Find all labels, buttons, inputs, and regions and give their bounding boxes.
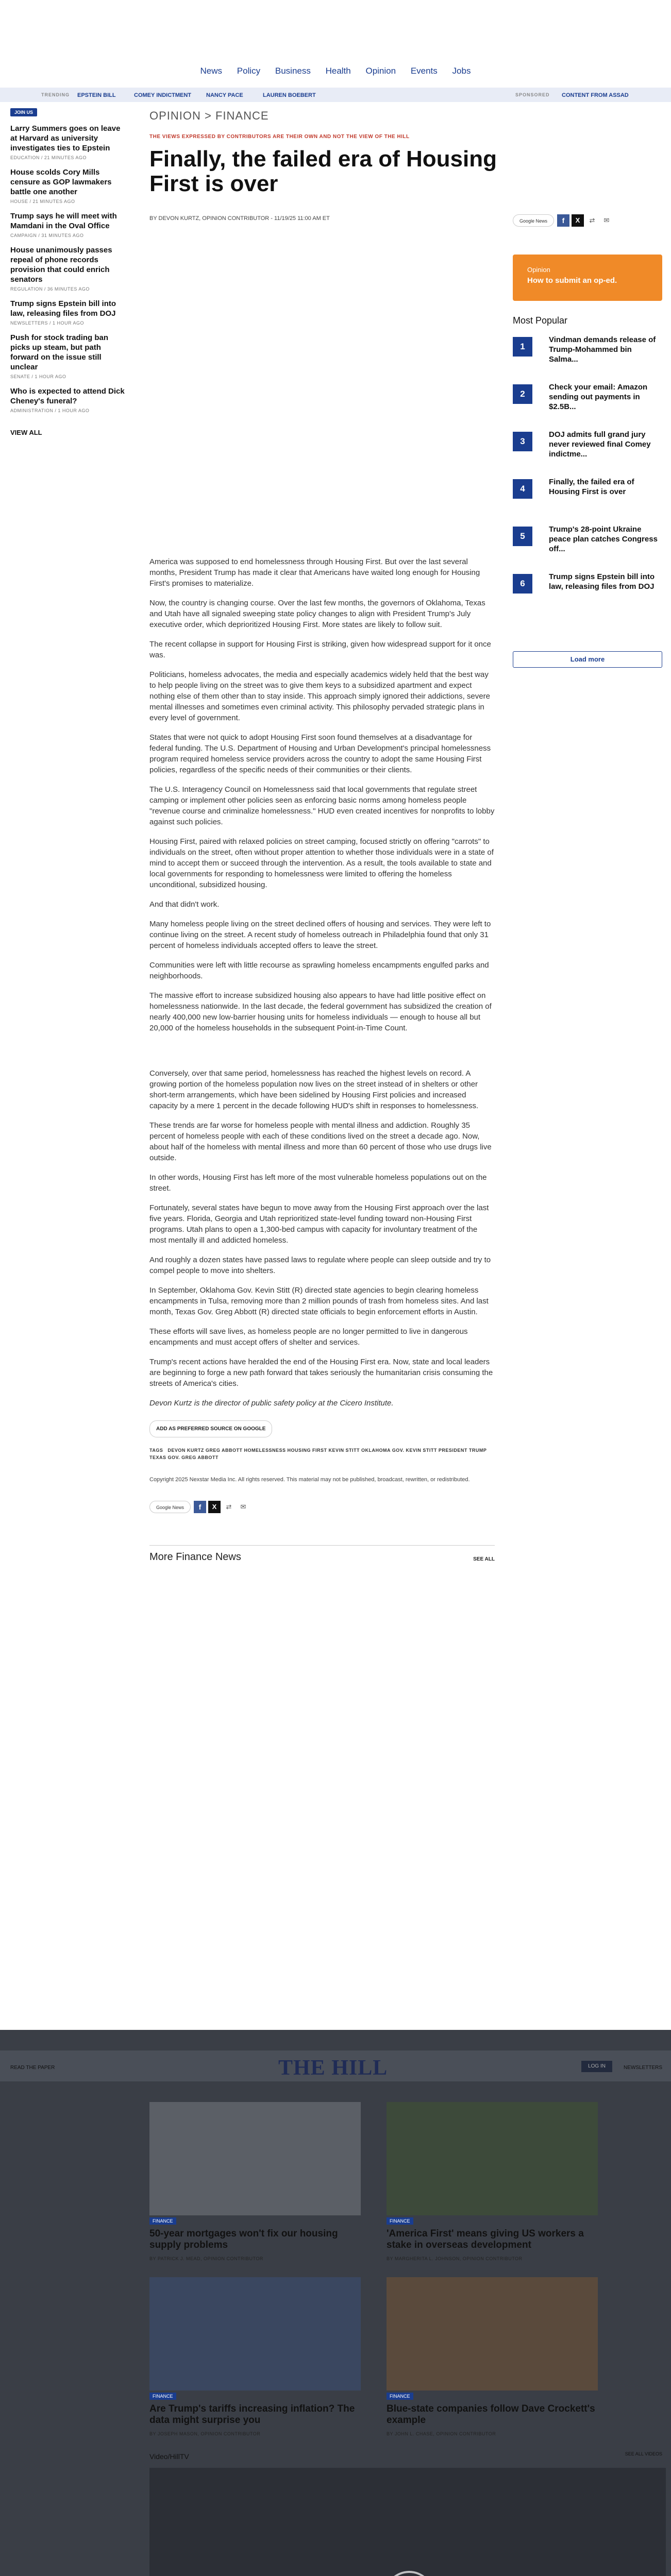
list-item[interactable] — [513, 477, 662, 524]
x-icon[interactable]: X — [208, 1501, 221, 1513]
list-item-meta: ADMINISTRATION / 1 HOUR AGO — [10, 408, 90, 413]
sponsored-label: SPONSORED — [515, 92, 550, 97]
trending-bar — [0, 88, 671, 102]
rank-badge: 6 — [513, 574, 532, 594]
card-meta: BY MARGHERITA L. JOHNSON, OPINION CONTRIBUTOR — [387, 2256, 523, 2261]
list-item-meta: NEWSLETTERS / 1 HOUR AGO — [10, 320, 85, 326]
facebook-icon[interactable]: f — [194, 1501, 206, 1513]
opinion-disclaimer: THE VIEWS EXPRESSED BY CONTRIBUTORS ARE THEIR OWN AND NOT THE VIEW OF THE HILL — [149, 134, 410, 140]
card-title[interactable]: 'America First' means giving US workers a stake in overseas development — [387, 2228, 584, 2250]
top-nav — [0, 0, 671, 82]
nav-policy[interactable]: Policy — [237, 66, 261, 76]
join-button[interactable]: JOIN US — [10, 108, 37, 116]
paragraph: Trump's recent actions have heralded the end of the Housing First era. Now, state and local leaders are beginning to forge a new path forward that takes seriously the humanitarian crisis consuming the streets of America's cities. — [149, 1358, 493, 1388]
list-item-title[interactable]: Finally, the failed era of Housing First is over — [549, 478, 634, 496]
email-icon[interactable]: ✉ — [240, 1503, 246, 1511]
google-news-button[interactable]: Google News — [513, 214, 554, 227]
paragraph: The U.S. Interagency Council on Homelessness said that local governments that regulate street camping or implement other policies seen as enforcing basic norms among homeless people "revenue course and criminalize homelessness." HUD even created incentives for nonprofits to lobby against such policies. — [149, 785, 495, 826]
facebook-icon[interactable]: f — [557, 214, 569, 227]
submit-oped-promo[interactable] — [513, 255, 662, 301]
nav-opinion[interactable]: Opinion — [365, 66, 396, 76]
paragraph: The recent collapse in support for Housing First is striking, given how widespread support for it once was. — [149, 640, 491, 659]
card-meta: BY PATRICK J. MEAD, OPINION CONTRIBUTOR — [149, 2256, 263, 2261]
login-button[interactable]: LOG IN — [581, 2061, 612, 2072]
card-image[interactable] — [387, 2102, 598, 2215]
paragraph: Politicians, homeless advocates, the media and especially academics widely held that the best way to help people living on the street was to give them keys to a subsidized apartment and expect nothing else of them other than to stay inside. This approach simply ignored their addictions, severe mental illnesses and sometimes even criminal activity. This philosophy pervaded strategic plans in every level of government. — [149, 670, 490, 722]
video-section-label[interactable]: Video/HillTV — [149, 2452, 189, 2461]
list-item-title[interactable]: Trump signs Epstein bill into law, releasing files from DOJ — [10, 299, 116, 318]
view-all-link[interactable]: VIEW ALL — [10, 429, 42, 436]
read-paper-link[interactable]: READ THE PAPER — [10, 2065, 55, 2071]
page-title: Finally, the failed era of Housing First is over — [149, 146, 497, 196]
list-item[interactable] — [10, 167, 129, 204]
ad-spacer — [149, 1042, 495, 1068]
list-item-title[interactable]: House scolds Cory Mills censure as GOP lawmakers battle one another — [10, 168, 112, 196]
paragraph: These efforts will save lives, as homeless people are no longer permitted to live in dangerous encampments and must accept offers of shelter and services. — [149, 1327, 468, 1347]
copyright: Copyright 2025 Nexstar Media Inc. All rights reserved. This material may not be published, broadcast, rewritten, or redistributed. — [149, 1477, 470, 1483]
share-link-icon[interactable]: ⇄ — [226, 1503, 232, 1511]
list-item-meta: SENATE / 1 HOUR AGO — [10, 374, 66, 379]
site-logo[interactable]: THE HILL — [278, 2056, 388, 2080]
card-meta: BY JOHN L. CHASE, OPINION CONTRIBUTOR — [387, 2431, 496, 2436]
paragraph: Fortunately, several states have begun to move away from the Housing First approach over the last five years. Florida, Georgia and Utah reprioritized state-level funding toward non-Housing First programs. Utah plans to open a 1,300-bed campus with capacity for involuntary treatment of the most mentally ill and addicted homeless. — [149, 1204, 489, 1245]
sponsored-item[interactable]: CONTENT FROM ASSAD — [562, 92, 629, 98]
paragraph: Communities were left with little recourse as sprawling homeless encampments engulfed parks and neighborhoods. — [149, 961, 489, 980]
list-item[interactable] — [513, 430, 662, 477]
paragraph: Now, the country is changing course. Over the last few months, the governors of Oklahoma, Texas and Utah have all signaled sweeping state policy changes to align with President Trump's July executive order, which deprioritized Housing First. More states are likely to follow suit. — [149, 599, 485, 629]
news-card[interactable] — [387, 2277, 598, 2436]
list-item-title[interactable]: Trump says he will meet with Mamdani in the Oval Office — [10, 212, 117, 230]
paragraph: Housing First, paired with relaxed policies on street camping, focused strictly on offering "carrots" to individuals on the street, often without proper attention to whether those individuals were in a state of mind to accept them or succeed through the intervention. As a result, the tools available to state and local governments for responding to homelessness were limited to offering the homeless unconditional, subsidized housing. — [149, 837, 494, 889]
list-item-meta: EDUCATION / 21 MINUTES AGO — [10, 155, 87, 160]
nav-jobs[interactable]: Jobs — [452, 66, 471, 76]
paragraph: The massive effort to increase subsidized housing also appears to have had little positive effect on homelessness nationwide. In the last decade, the federal government has subsidized the creation of nearly 400,000 new low-barrier housing units for homeless individuals — enough to house all but 20,000 of the homeless households in the subsequent Point-in-Time Count. — [149, 991, 492, 1032]
card-image[interactable] — [387, 2277, 598, 2391]
list-item-meta: REGULATION / 36 MINUTES AGO — [10, 286, 90, 292]
author-note: Devon Kurtz is the director of public safety policy at the Cicero Institute. — [149, 1399, 394, 1408]
nav-events[interactable]: Events — [410, 66, 438, 76]
share-link-icon[interactable]: ⇄ — [589, 216, 595, 224]
load-more-button[interactable]: Load more — [513, 651, 662, 668]
promo-text[interactable]: How to submit an op-ed. — [527, 276, 617, 285]
rank-badge: 2 — [513, 384, 532, 404]
promo-label: Opinion — [527, 266, 550, 274]
see-all-link[interactable]: SEE ALL — [473, 1556, 495, 1562]
trending-item[interactable]: LAUREN BOEBERT — [263, 92, 316, 98]
list-item[interactable] — [513, 524, 662, 572]
paragraph: These trends are far worse for homeless people with mental illness and addiction. Roughly 35 percent of homeless people with each of these conditions lived on the street a decade ago. Now, about half of the homeless with mental illness and more than 60 percent of those who use drugs live outside. — [149, 1121, 492, 1162]
trending-item[interactable]: EPSTEIN BILL — [77, 92, 116, 98]
paragraph: America was supposed to end homelessness through Housing First. But over the last several months, President Trump has made it clear that Americans have waited long enough for Housing First's promises to materialize. — [149, 557, 480, 588]
card-image[interactable] — [149, 2277, 361, 2391]
news-card[interactable] — [387, 2102, 598, 2261]
trending-item[interactable]: NANCY PACE — [206, 92, 243, 98]
card-title[interactable]: Blue-state companies follow Dave Crockett's example — [387, 2403, 595, 2426]
list-item[interactable] — [10, 211, 129, 238]
rank-badge: 3 — [513, 432, 532, 451]
list-item[interactable] — [513, 335, 662, 382]
tags — [149, 1447, 495, 1461]
play-icon[interactable] — [384, 2571, 434, 2576]
list-item-title[interactable]: House unanimously passes repeal of phone records provision that could enrich senators — [10, 246, 112, 284]
paragraph: Conversely, over that same period, homelessness has reached the highest levels on record. A growing portion of the homeless population now lives on the street instead of in shelters or other short-term arrangements, which have been sidelined by Housing First policies and increased capacity by a mere 1 percent in the decade following HUD's shift in responses to homelessness. — [149, 1069, 479, 1110]
share-bar — [149, 1501, 495, 1514]
list-item-title[interactable]: Trump's 28-point Ukraine peace plan catches Congress off... — [549, 525, 658, 553]
rank-badge: 1 — [513, 337, 532, 357]
rank-badge: 4 — [513, 479, 532, 499]
paragraph: In September, Oklahoma Gov. Kevin Stitt (R) directed state agencies to begin clearing homeless encampments in Tulsa, removing more than 2 million pounds of trash from homeless sites. And last month, Texas Gov. Greg Abbott (R) directed state officials to begin enforcement efforts in Austin. — [149, 1286, 489, 1316]
google-news-button[interactable]: Google News — [149, 1501, 191, 1513]
trending-label: TRENDING — [41, 92, 70, 97]
list-item-title[interactable]: Who is expected to attend Dick Cheney's funeral? — [10, 387, 125, 405]
nav-news[interactable]: News — [200, 66, 223, 76]
tags-label: TAGS — [149, 1448, 163, 1453]
list-item[interactable] — [10, 299, 129, 326]
preferred-source-button[interactable]: ADD AS PREFERRED SOURCE ON GOOGLE — [149, 1420, 272, 1437]
list-item-title[interactable]: Larry Summers goes on leave at Harvard as university investigates ties to Epstein — [10, 124, 121, 152]
paragraph: In other words, Housing First has left more of the most vulnerable homeless populations out on the street. — [149, 1173, 487, 1193]
byline: BY DEVON KURTZ, OPINION CONTRIBUTOR - 11/19/25 11:00 AM ET — [149, 215, 330, 222]
list-item-title[interactable]: Check your email: Amazon sending out payments in $2.5B... — [549, 383, 648, 411]
breadcrumb[interactable]: OPINION > FINANCE — [149, 109, 269, 122]
list-item[interactable] — [10, 245, 129, 292]
rank-badge: 5 — [513, 527, 532, 546]
list-item[interactable] — [10, 386, 129, 413]
card-meta: BY JOSEPH MASON, OPINION CONTRIBUTOR — [149, 2431, 261, 2436]
video-player[interactable] — [149, 2468, 666, 2576]
most-popular-heading: Most Popular — [513, 315, 568, 326]
news-card[interactable] — [149, 2277, 361, 2436]
list-item[interactable] — [513, 382, 662, 430]
latest-news-sidebar — [10, 107, 129, 436]
nav-health[interactable]: Health — [325, 66, 351, 76]
list-item-title[interactable]: Push for stock trading ban picks up steam, but path forward on the issue still unclear — [10, 333, 109, 371]
news-card[interactable] — [149, 2102, 361, 2261]
card-tag: FINANCE — [149, 2217, 176, 2225]
card-title[interactable]: Are Trump's tariffs increasing inflation? The data might surprise you — [149, 2403, 355, 2426]
paragraph: And roughly a dozen states have passed laws to regulate where people can sleep outside and try to compel people to move into shelters. — [149, 1256, 491, 1275]
paragraph: And that didn't work. — [149, 900, 220, 909]
main-nav — [0, 66, 671, 76]
share-bar — [513, 214, 667, 228]
trending-item[interactable]: COMEY INDICTMENT — [134, 92, 192, 98]
article-body — [149, 556, 495, 1563]
list-item[interactable] — [10, 333, 129, 379]
paragraph: Many homeless people living on the street declined offers of housing and services. They were left to continue living on the street. A recent study of homeless outreach in Philadelphia found that only 31 percent of homeless individuals accepted offers to leave the street. — [149, 920, 491, 950]
section-title: More Finance News — [149, 1551, 241, 1563]
list-item-title[interactable]: Trump signs Epstein bill into law, releasing files from DOJ — [549, 572, 655, 591]
list-item-title[interactable]: Vindman demands release of Trump-Mohammed bin Salma... — [549, 335, 656, 364]
x-icon[interactable]: X — [572, 214, 584, 227]
list-item-meta: CAMPAIGN / 31 MINUTES AGO — [10, 233, 84, 238]
email-icon[interactable]: ✉ — [603, 216, 610, 224]
most-popular-list — [513, 335, 662, 619]
card-tag: FINANCE — [387, 2393, 413, 2400]
see-all-videos-link[interactable]: SEE ALL VIDEOS — [625, 2451, 662, 2456]
card-image[interactable] — [149, 2102, 361, 2215]
list-item-title[interactable]: DOJ admits full grand jury never reviewed final Comey indictme... — [549, 430, 651, 459]
paragraph: States that were not quick to adopt Housing First soon found themselves at a disadvantage for federal funding. The U.S. Department of Housing and Urban Development's principal homelessness program required homeless service providers across the country to adopt the same Housing First policies, regardless of the specific needs of their communities or their clients. — [149, 733, 491, 774]
card-tag: FINANCE — [149, 2393, 176, 2400]
list-item-meta: HOUSE / 21 MINUTES AGO — [10, 199, 75, 204]
card-tag: FINANCE — [387, 2217, 413, 2225]
card-title[interactable]: 50-year mortgages won't fix our housing supply problems — [149, 2228, 338, 2250]
list-item[interactable] — [513, 572, 662, 619]
list-item[interactable] — [10, 124, 129, 160]
nav-business[interactable]: Business — [275, 66, 311, 76]
newsletters-link[interactable]: NEWSLETTERS — [624, 2065, 663, 2071]
more-finance-heading — [149, 1545, 495, 1563]
tags-list[interactable]: DEVON KURTZ GREG ABBOTT HOMELESSNESS HOUSING FIRST KEVIN STITT OKLAHOMA GOV. KEVIN STITT PRESIDENT TRUMP TEXAS GOV. GREG ABBOTT — [149, 1448, 487, 1460]
